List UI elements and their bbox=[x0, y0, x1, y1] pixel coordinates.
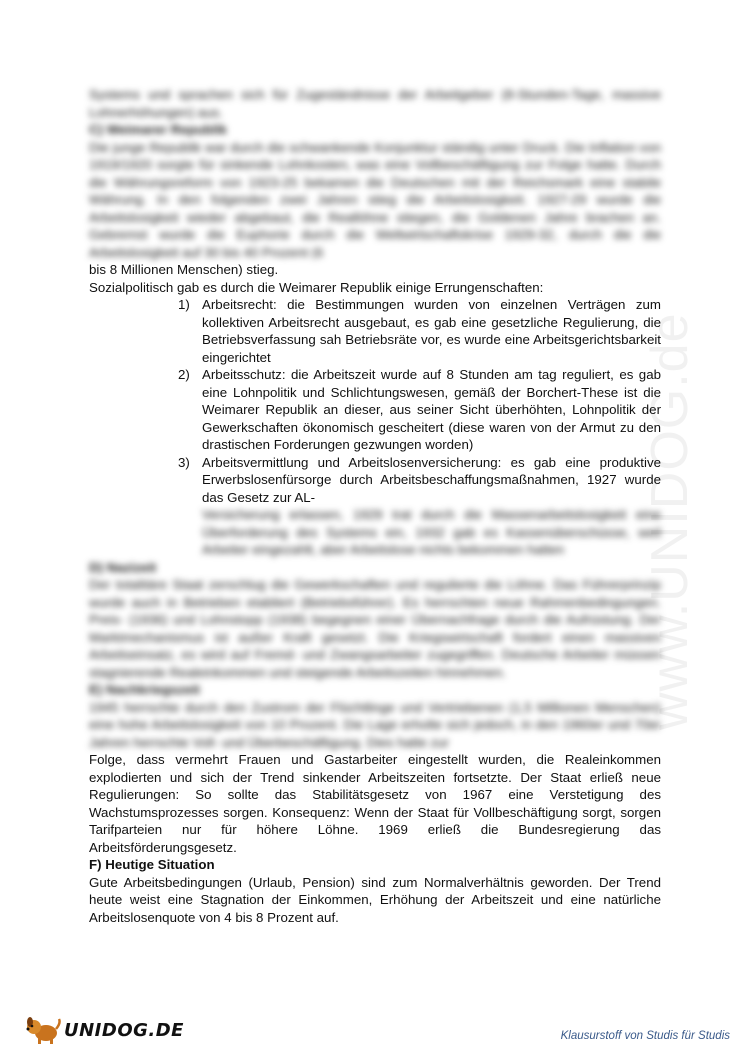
list-item-blurred-text: Versicherung erlassen, 1929 trat durch die Massenarbeitslosigkeit eine Überforderung des Systems ein, 1932 gab es Kassenüberschüsse, weil Arbeiter eingezahlt, aber Arbeitslose nichts bekommen hatten bbox=[202, 507, 661, 557]
list-number: 2) bbox=[178, 367, 190, 382]
blurred-paragraph-top: Systems und sprachen sich für Zugeständnisse der Arbeitgeber (8-Stunden-Tage, massive Lohnerhöhungen) aus. bbox=[89, 87, 661, 120]
footer-tagline: Klausurstoff von Studis für Studis bbox=[560, 1030, 730, 1042]
unidog-logo[interactable] bbox=[24, 1015, 184, 1045]
list-item bbox=[89, 366, 661, 454]
list-item bbox=[89, 454, 661, 559]
list-number: 3) bbox=[178, 454, 190, 470]
paragraph-current-situation: Gute Arbeitsbedingungen (Urlaub, Pension) sind zum Normalverhältnis geworden. Der Trend heute weist eine Stagnation der Einkommen, Erhöhung der Arbeitszeit und eine natürliche Arbeitslosenquote von 4 bis 8 Prozent auf. bbox=[89, 874, 661, 925]
blurred-heading-postwar: E) Nachkriegszeit bbox=[89, 682, 200, 697]
logo-text: UNIDOG.DE bbox=[64, 1019, 184, 1041]
heading-current-situation: F) Heutige Situation bbox=[89, 857, 215, 872]
list-item-text: Arbeitsvermittlung und Arbeitslosenversicherung: es gab eine produktive Erwerbslosenfürsorge durch Arbeitsbeschaffungsmaßnahmen, 1927 wurde das Gesetz zur AL- bbox=[202, 454, 661, 505]
list-number: 1) bbox=[178, 297, 190, 312]
watermark-text: www.UNIDOG.de bbox=[641, 312, 699, 730]
blurred-paragraph-postwar: 1945 herrschte durch den Zustrom der Flüchtlinge und Vertriebenen (1,5 Millionen Menschen) eine hohe Arbeitslosigkeit von 10 Prozent. Die Lage erholte sich jedoch, in den 1960er und 70er Jahren herrschte Voll- und Überbeschäftigung. Dies hatte zur bbox=[89, 699, 661, 750]
list-item-text: Arbeitsrecht: die Bestimmungen wurden von einzelnen Verträgen zum kollektiven Arbeitsrecht ausgebaut, es gab eine gesetzliche Regulierung, die Betriebsverfassung sah Betriebsräte vor, es wurde eine Arbeitsgerichtsbarkeit eingerichtet bbox=[202, 297, 661, 365]
blurred-heading-weimar: C) Weimarer Republik bbox=[89, 122, 227, 137]
paragraph-postwar-continued: Folge, dass vermehrt Frauen und Gastarbeiter eingestellt wurden, die Realeinkommen explodierten und sich der Trend sinkender Arbeitszeiten fortsetzte. Der Staat erließ neue Regulierungen: So sollte das Stabilitätsgesetz von 1967 eine Verstetigung des Wachstumsprozesses sorgen. Konsequenz: Wenn der Staat für Vollbeschäftigung sorgt, sorgen Tarifparteien nur für höhere Löhne. 1969 erließ die Bundesregierung das Arbeitsförderungsgesetz. bbox=[89, 752, 661, 855]
list-item bbox=[89, 296, 661, 366]
blurred-paragraph-nazi: Der totalitäre Staat zerschlug die Gewerkschaften und regulierte die Löhne. Das Führerprinzip wurde auch in Betrieben etabliert (Betriebsführer). Es herrschten neue Rahmenbedingungen. Preis- (1936) und Lohnstopp (1938) begegnen einer Übernachfrage durch die Aufrüstung. Der Marktmechanismus ist außer Kraft gesetzt. Die Kriegswirtschaft fordert einen massiven Arbeitseinsatz, es wird auf Fremd- und Zwangsarbeiter zugegriffen. Deutsche Arbeiter müssen stagnierende Realeinkommen und steigende Arbeitszeiten hinnehmen. bbox=[89, 577, 661, 680]
list-item-text: Arbeitsschutz: die Arbeitszeit wurde auf 8 Stunden am tag reguliert, es gab eine Lohnpolitik und Schlichtungswesen, gemäß der Borchert-These ist die Weimarer Republik an dieser, aus seiner Sicht überhöhten, Lohnpolitik der Gewerkschaften ökonomisch gescheitert (diese waren von der Armut zu den drastischen Forderungen gezwungen worden) bbox=[202, 367, 661, 452]
dog-icon bbox=[24, 1015, 62, 1045]
document-page bbox=[89, 86, 661, 926]
paragraph-intro: Sozialpolitisch gab es durch die Weimarer Republik einige Errungenschaften: bbox=[89, 279, 544, 295]
achievements-list bbox=[89, 296, 661, 559]
blurred-heading-nazi: D) Nazizeit bbox=[89, 559, 157, 575]
paragraph-line: bis 8 Millionen Menschen) stieg. bbox=[89, 262, 279, 277]
blurred-paragraph-weimar: Die junge Republik war durch die schwankende Konjunktur ständig unter Druck. Die Inflation von 1919/1920 sorgte für sinkende Lohnkosten, was eine Vollbeschäftigung zur Folge hatte. Durch die Währungsreform von 1923-25 bekamen die Deutschen mit der Reichsmark eine stabile Währung. In den folgenden zwei Jahren stieg die Arbeitslosigkeit. 1927-29 wurde die Arbeitslosigkeit wieder abgebaut, die Reallöhne stiegen, die Goldenen Jahre brachen an. Gebremst wurde die Euphorie durch die Weltwirtschaftskrise 1929-32, durch die die Arbeitslosigkeit auf 30 bis 40 Prozent (6 bbox=[89, 139, 661, 260]
